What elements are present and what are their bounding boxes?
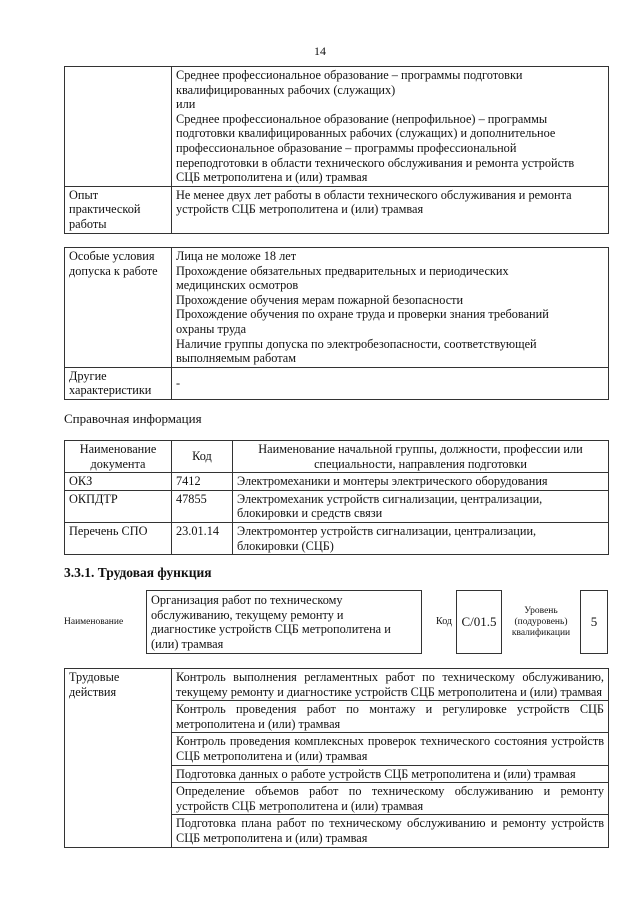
text-line: Особые условия <box>69 249 155 263</box>
labor-action-item: Определение объемов работ по техническому обслуживанию и ремонту устройств СЦБ метрополитена и (или) трамвая <box>172 783 609 815</box>
text-line: устройств СЦБ метрополитена и (или) трамвая <box>176 202 424 217</box>
code-box: C/01.5 <box>456 590 502 654</box>
other-characteristics-value <box>172 367 609 399</box>
labor-action-item: Контроль выполнения регламентных работ по техническому обслуживанию, текущему ремонту и диагностике устройств СЦБ метрополитена и (или) трамвая <box>172 669 609 701</box>
text-line: Лица не моложе 18 лет <box>176 249 297 263</box>
text-line: Опыт <box>69 187 99 202</box>
labor-action-item: Контроль проведения комплексных проверок технического состояния устройств СЦБ метрополитена и (или) трамвая <box>172 733 609 765</box>
labor-action-item: Контроль проведения работ по монтажу и регулировке устройств СЦБ метрополитена и (или) трамвая <box>172 701 609 733</box>
text-line: (или) трамвая <box>151 636 224 651</box>
cell-document: ОКПДТР <box>65 490 172 522</box>
text-line: обслуживанию, текущему ремонту и <box>151 607 344 622</box>
conditions-label <box>65 248 172 368</box>
experience-label <box>65 186 172 233</box>
text-line: переподготовки в области технического обслуживания и ремонта устройств <box>176 155 575 170</box>
table-row <box>65 490 609 522</box>
text-line: характеристики <box>69 383 152 398</box>
header-code: Код <box>172 441 233 473</box>
text-line: Трудовые <box>69 670 120 684</box>
text-line: Прохождение обучения по охране труда и проверки знания требований <box>176 307 549 322</box>
page-number: 14 <box>314 44 326 58</box>
text-line: Электромеханики и монтеры электрического оборудования <box>237 474 548 489</box>
text-line: Наименование <box>79 442 157 456</box>
text-line: работы <box>69 216 107 231</box>
text-line: документа <box>90 456 146 471</box>
reference-table <box>64 440 609 555</box>
text-line: квалификации <box>511 627 571 638</box>
text-line: Среднее профессиональное образование (непрофильное) – программы <box>176 111 548 126</box>
cell-code: 7412 <box>172 473 233 491</box>
labor-action-item: Подготовка данных о работе устройств СЦБ метрополитена и (или) трамвая <box>172 765 609 783</box>
text-line: квалифицированных рабочих (служащих) <box>176 82 396 97</box>
text-line: блокировки и средств связи <box>237 506 383 521</box>
text-line: Организация работ по техническому <box>151 593 343 607</box>
cell-document: ОКЗ <box>65 473 172 491</box>
conditions-table <box>64 247 609 400</box>
text-line: Наличие группы допуска по электробезопасности, соответствующей <box>176 336 537 351</box>
text-line: диагностике устройств СЦБ метрополитена и <box>151 622 391 637</box>
text-line: Среднее профессиональное образование – программы подготовки <box>176 68 523 82</box>
function-header <box>64 590 608 654</box>
cell-name <box>233 473 609 491</box>
labor-action-item: Подготовка плана работ по техническому обслуживанию и ремонту устройств СЦБ метрополитена и (или) трамвая <box>172 815 609 847</box>
education-label-cell <box>65 67 172 187</box>
text-line: блокировки (СЦБ) <box>237 538 334 553</box>
text-line: медицинских осмотров <box>176 278 299 293</box>
cell-code: 47855 <box>172 490 233 522</box>
level-label <box>502 590 580 654</box>
code-label: Код <box>436 615 452 627</box>
education-requirements-cell <box>172 67 609 187</box>
cell-name <box>233 522 609 554</box>
text-line: СЦБ метрополитена и (или) трамвая <box>176 170 368 185</box>
level-box: 5 <box>580 590 608 654</box>
text-line: профессиональное образование – программы профессиональной <box>176 140 517 155</box>
labor-actions-label <box>65 669 172 848</box>
header-document <box>65 441 172 473</box>
text-line: Наименование начальной группы, должности, профессии или <box>258 442 583 456</box>
text-line: специальности, направления подготовки <box>314 456 527 471</box>
text-line: действия <box>69 684 117 699</box>
conditions-value <box>172 248 609 368</box>
labor-actions-table <box>64 668 609 848</box>
text-line: или <box>176 97 196 112</box>
text-line: Прохождение обязательных предварительных и периодических <box>176 263 509 278</box>
text-line: (подуровень) <box>514 616 568 627</box>
text-line: выполняемым работам <box>176 351 296 366</box>
text-line: охраны труда <box>176 321 247 336</box>
reference-title: Справочная информация <box>64 411 202 426</box>
text-line: Прохождение обучения мерам пожарной безопасности <box>176 292 464 307</box>
cell-document: Перечень СПО <box>65 522 172 554</box>
cell-name <box>233 490 609 522</box>
text-line: Другие <box>69 368 107 383</box>
text-line: подготовки квалифицированных рабочих (служащих) и дополнительное <box>176 126 556 141</box>
cell-code: 23.01.14 <box>172 522 233 554</box>
function-name-box <box>146 590 422 654</box>
function-heading: 3.3.1. Трудовая функция <box>64 565 212 580</box>
other-characteristics-label <box>65 367 172 399</box>
education-table <box>64 66 609 234</box>
header-name <box>233 441 609 473</box>
text-line: практической <box>69 202 141 217</box>
text-line: Электромонтер устройств сигнализации, централизации, <box>237 523 537 538</box>
text-line: допуска к работе <box>69 263 158 278</box>
text-line: Электромеханик устройств сигнализации, централизации, <box>237 491 543 506</box>
function-name-label: Наименование <box>64 616 124 627</box>
experience-value <box>172 186 609 233</box>
text-line: Не менее двух лет работы в области технического обслуживания и ремонта <box>176 187 572 202</box>
text-line: Уровень <box>524 605 558 616</box>
table-row <box>65 522 609 554</box>
text-line: - <box>176 376 181 391</box>
table-row <box>65 473 609 491</box>
